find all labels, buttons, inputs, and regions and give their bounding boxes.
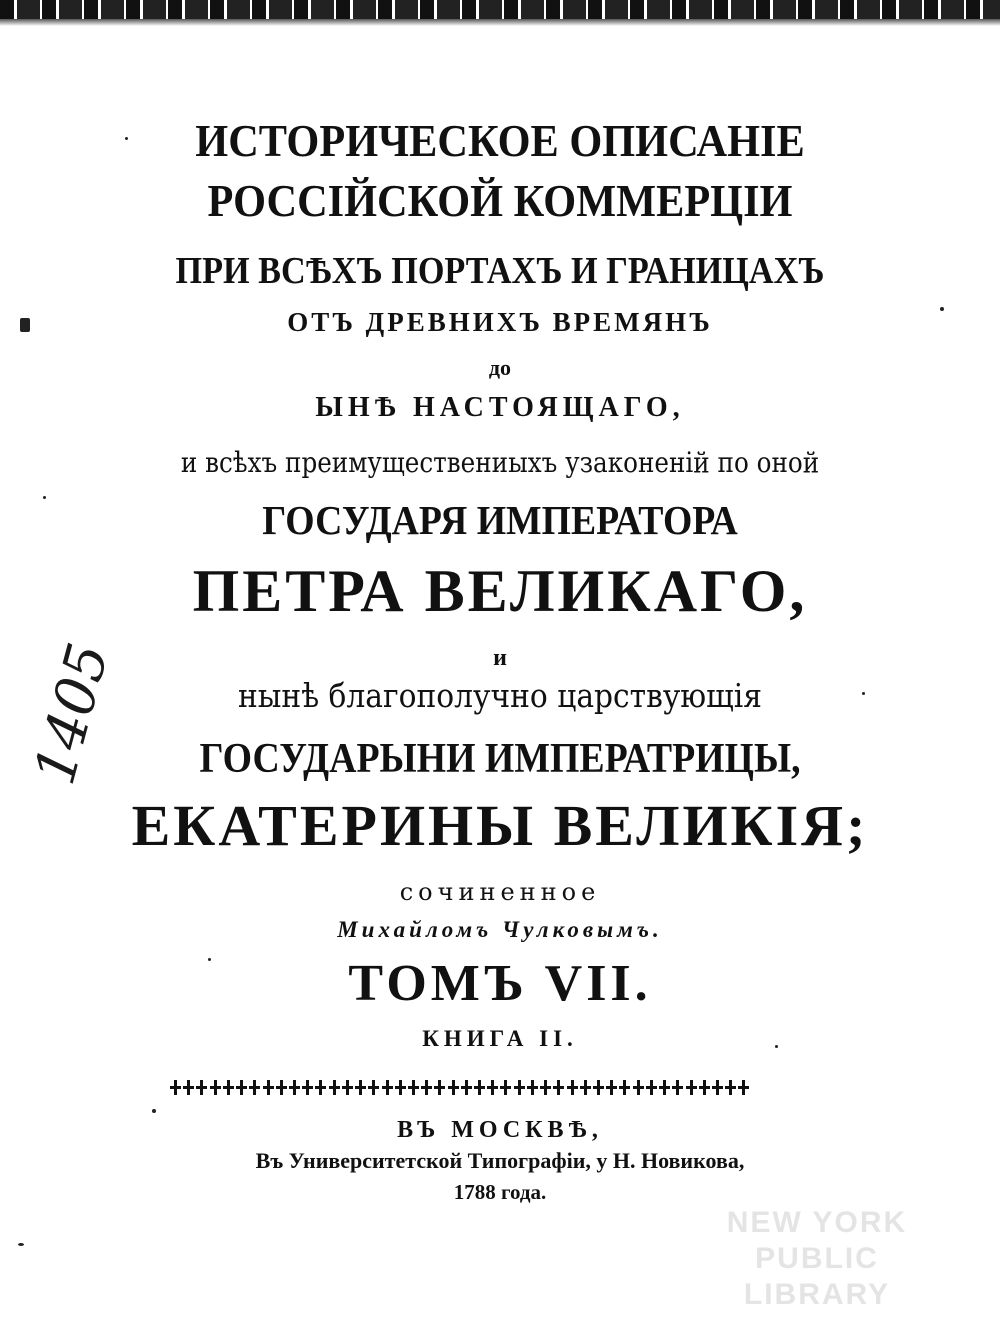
ornament-glyph	[368, 1080, 379, 1095]
ornament-glyph	[289, 1080, 300, 1095]
title-line-14: сочиненное	[399, 878, 601, 906]
ornament-glyph	[329, 1080, 340, 1095]
title-line-7: и всѣхъ преимуществениыхъ узаконеній по оной	[180, 446, 820, 479]
ink-speck	[775, 1045, 778, 1048]
title-line-2: РОССІЙСКОЙ КОММЕРЦІИ	[207, 175, 793, 226]
ornament-glyph	[395, 1080, 406, 1095]
ornament-glyph	[646, 1080, 657, 1095]
ornament-glyph	[567, 1080, 578, 1095]
ornament-glyph	[619, 1080, 630, 1095]
ornament-glyph	[487, 1080, 498, 1095]
ornament-row	[170, 1078, 750, 1096]
ornament-glyph	[342, 1080, 353, 1095]
ink-speck	[125, 137, 128, 140]
ornament-glyph	[725, 1080, 736, 1095]
ornament-glyph	[738, 1080, 749, 1095]
imprint-printer: Въ Университетской Типографіи, у Н. Новикова,	[255, 1148, 745, 1173]
ornament-glyph	[474, 1080, 485, 1095]
ornament-glyph	[500, 1080, 511, 1095]
handwritten-shelf-mark: 1405	[22, 636, 122, 792]
ornament-glyph	[263, 1080, 274, 1095]
ink-speck	[43, 496, 46, 499]
ornament-glyph	[302, 1080, 313, 1095]
ornament-glyph	[355, 1080, 366, 1095]
ink-speck	[208, 958, 211, 961]
ornament-glyph	[236, 1080, 247, 1095]
ornament-glyph	[421, 1080, 432, 1095]
ornament-glyph	[170, 1080, 181, 1095]
title-line-8: ГОСУДАРЯ ИМПЕРАТОРА	[262, 497, 738, 543]
ornament-glyph	[659, 1080, 670, 1095]
imprint-year: 1788 года.	[453, 1180, 547, 1204]
ornament-glyph	[196, 1080, 207, 1095]
page-top-edge	[0, 0, 1000, 26]
library-stamp	[712, 1205, 922, 1320]
ink-speck	[940, 307, 944, 311]
title-line-11: нынѣ благополучно царствующія	[237, 676, 763, 715]
title-line-1: ИСТОРИЧЕСКОЕ ОПИСАНІЕ	[195, 115, 805, 166]
stamp-line-1: NEW YORK	[726, 1206, 908, 1239]
ornament-glyph	[434, 1080, 445, 1095]
ornament-glyph	[315, 1080, 326, 1095]
stamp-line-3: LIBRARY	[743, 1278, 891, 1311]
ornament-glyph	[633, 1080, 644, 1095]
ornament-glyph	[686, 1080, 697, 1095]
ornament-glyph	[183, 1080, 194, 1095]
title-line-12: ГОСУДАРЫНИ ИМПЕРАТРИЦЫ,	[199, 736, 801, 782]
ornament-glyph	[249, 1080, 260, 1095]
ornament-glyph	[606, 1080, 617, 1095]
title-line-10: и	[493, 645, 507, 671]
ornament-glyph	[276, 1080, 287, 1095]
ink-speck	[862, 692, 865, 695]
title-line-4: ОТЪ ДРЕВНИХЪ ВРЕМЯНЪ	[287, 307, 713, 337]
imprint-city: ВЪ МОСКВѢ,	[397, 1117, 603, 1143]
ink-speck	[20, 318, 30, 332]
ornament-glyph	[672, 1080, 683, 1095]
ornament-glyph	[593, 1080, 604, 1095]
ornament-glyph	[514, 1080, 525, 1095]
ornament-glyph	[210, 1080, 221, 1095]
title-line-13: ЕКАТЕРИНЫ ВЕЛИКІЯ;	[131, 793, 869, 858]
title-line-9: ПЕТРА ВЕЛИКАГО,	[192, 558, 808, 624]
ornament-glyph	[540, 1080, 551, 1095]
ornament-glyph	[553, 1080, 564, 1095]
ink-speck	[18, 1243, 24, 1246]
book-line: КНИГА II.	[422, 1026, 578, 1051]
stamp-line-2: PUBLIC	[755, 1242, 879, 1275]
title-line-6: ЫНѢ НАСТОЯЩАГО,	[315, 392, 685, 423]
ornament-glyph	[699, 1080, 710, 1095]
ornament-glyph	[382, 1080, 393, 1095]
title-line-5: до	[488, 355, 512, 380]
ornament-glyph	[461, 1080, 472, 1095]
ornament-glyph	[223, 1080, 234, 1095]
volume-line: ТОМЪ VII.	[348, 955, 652, 1012]
ornament-glyph	[448, 1080, 459, 1095]
ink-speck	[152, 1109, 156, 1113]
title-line-3: ПРИ ВСѢХЪ ПОРТАХЪ И ГРАНИЦАХЪ	[175, 250, 825, 292]
ornament-glyph	[527, 1080, 538, 1095]
ornament-glyph	[712, 1080, 723, 1095]
author-line: Михайломъ Чулковымъ.	[337, 917, 663, 942]
ornament-glyph	[580, 1080, 591, 1095]
ornament-glyph	[408, 1080, 419, 1095]
